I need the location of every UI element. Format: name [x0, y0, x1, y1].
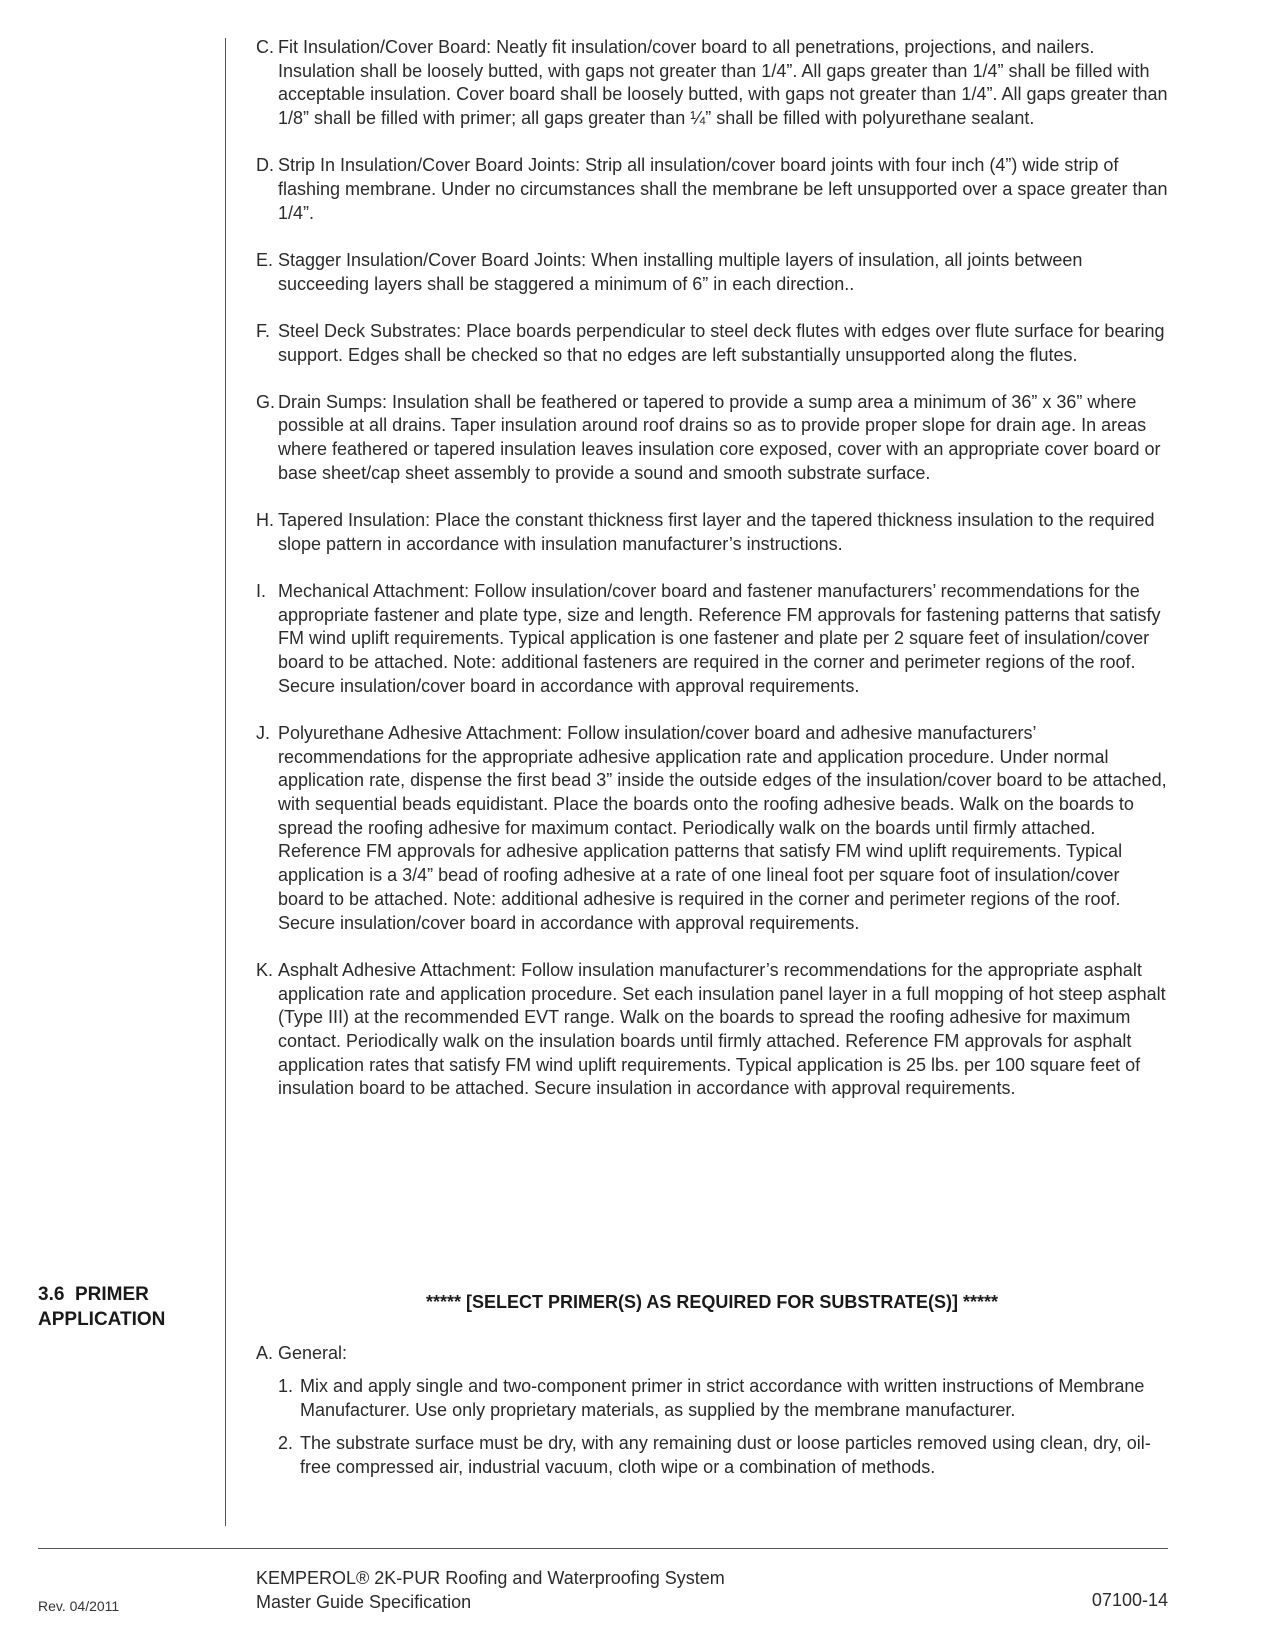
item-text: Strip In Insulation/Cover Board Joints: Strip all insulation/cover board joints with four inch (4”) wide strip of flashing membrane. Under no circumstances shall the membrane be left unsupported over a space greater than 1/4”.	[278, 155, 1168, 223]
primer-subitem-2	[278, 1432, 1168, 1479]
revision-date: Rev. 04/2011	[38, 1598, 120, 1614]
section-number: 3.6	[38, 1284, 65, 1305]
item-label: E.	[256, 249, 274, 270]
select-note: ***** [SELECT PRIMER(S) AS REQUIRED FOR SUBSTRATE(S)] *****	[425, 1292, 999, 1312]
section-title-line1: PRIMER	[74, 1284, 149, 1305]
item-text: Steel Deck Substrates: Place boards perpendicular to steel deck flutes with edges over flute surface for bearing support. Edges shall be checked so that no edges are left substantially unsupported along the flutes.	[278, 320, 1165, 365]
section-heading	[38, 1282, 165, 1332]
subitem-label: 2.	[278, 1433, 294, 1454]
item-text: Asphalt Adhesive Attachment: Follow insulation manufacturer’s recommendations for the appropriate asphalt application rate and application procedure. Set each insulation panel layer in a full mopping of hot steep asphalt (Type III) at the recommended EVT range. Walk on the boards to spread the roofing adhesive for maximum contact. Periodically walk on the insulation boards until firmly attached. Reference FM approvals for asphalt application rates that satisfy FM wind uplift requirements. Typical application is 25 lbs. per 100 square feet of insulation board to be attached. Secure insulation in accordance with approval requirements.	[278, 959, 1166, 1099]
section-title-line2: APPLICATION	[38, 1309, 166, 1330]
spec-item-j	[256, 722, 1168, 935]
item-text: Mechanical Attachment: Follow insulation/cover board and fastener manufacturers’ recommendations for the appropriate fastener and plate type, size and length. Reference FM approvals for fastening patterns that satisfy FM wind uplift requirements. Typical application is one fastener and plate per 2 square feet of insulation/cover board to be attached. Note: additional fasteners are required in the corner and perimeter regions of the roof. Secure insulation/cover board in accordance with approval requirements.	[278, 580, 1161, 696]
spec-item-h	[256, 509, 1168, 556]
footer-title-line2: Master Guide Specification	[256, 1592, 472, 1612]
spec-items	[256, 36, 1168, 1101]
subitem-label: 1.	[278, 1376, 294, 1396]
spec-item-i	[256, 580, 1168, 699]
spec-item-e	[256, 249, 1168, 296]
primer-subitems	[278, 1375, 1168, 1480]
spec-item-c	[256, 36, 1168, 131]
item-text: Drain Sumps: Insulation shall be feathered or tapered to provide a sump area a minimum of 36” x 36” where possible at all drains. Taper insulation around roof drains so as to provide proper slope for drain age. In areas where feathered or tapered insulation leaves insulation core exposed, cover with an appropriate cover board or base sheet/cap sheet assembly to provide a sound and smooth substrate surface.	[278, 391, 1161, 483]
spec-item-g	[256, 391, 1168, 486]
item-label: J.	[256, 722, 271, 743]
item-label: C.	[256, 37, 274, 57]
item-label: F.	[256, 320, 271, 341]
footer-title-line1: KEMPEROL® 2K-PUR Roofing and Waterproofing System	[256, 1568, 725, 1588]
item-text: Fit Insulation/Cover Board: Neatly fit insulation/cover board to all penetrations, projections, and nailers. Insulation shall be loosely butted, with gaps not greater than 1/4”. All gaps greater than 1/4” shall be filled with acceptable insulation. Cover board shall be loosely butted, with gaps not greater than 1/4”. All gaps greater than 1/8” shall be filled with primer; all gaps greater than ¼” shall be filled with polyurethane sealant.	[278, 37, 1168, 129]
item-label: D.	[256, 155, 274, 176]
item-label: H.	[256, 510, 274, 531]
spec-item-k	[256, 959, 1168, 1101]
item-text: Polyurethane Adhesive Attachment: Follow insulation/cover board and adhesive manufacturers’ recommendations for the appropriate adhesive application rate and application procedure. Under normal application rate, dispense the first bead 3” inside the outside edges of the insulation/cover board to be attached, with sequential beads equidistant. Place the boards onto the roofing adhesive beads. Walk on the boards to spread the roofing adhesive for maximum contact. Periodically walk on the boards until firmly attached. Reference FM approvals for adhesive application patterns that satisfy FM wind uplift requirements. Typical application is a 3/4” bead of roofing adhesive at a rate of one lineal foot per square foot of insulation/cover board to be attached. Note: additional adhesive is required in the corner and perimeter regions of the roof. Secure insulation/cover board in accordance with approval requirements.	[278, 722, 1167, 933]
item-label: I.	[256, 580, 267, 601]
primer-subitem-1	[278, 1375, 1168, 1422]
item-label: K.	[256, 959, 274, 980]
item-label: G.	[256, 391, 276, 412]
page-number: 07100-14	[1091, 1590, 1168, 1610]
general-label: A. General:	[256, 1343, 348, 1363]
subitem-text: Mix and apply single and two-component primer in strict accordance with written instructions of Membrane Manufacturer. Use only proprietary materials, as supplied by the membrane manufacturer.	[300, 1376, 1145, 1420]
spec-item-d	[256, 154, 1168, 225]
spec-item-f	[256, 320, 1168, 367]
footer-rule	[38, 1548, 1168, 1549]
subitem-text: The substrate surface must be dry, with any remaining dust or loose particles removed using clean, dry, oil-free compressed air, industrial vacuum, cloth wipe or a combination of methods.	[300, 1433, 1151, 1478]
margin-rule	[225, 38, 226, 1526]
item-text: Stagger Insulation/Cover Board Joints: When installing multiple layers of insulation, all joints between succeeding layers shall be staggered a minimum of 6” in each direction..	[278, 249, 1083, 294]
item-text: Tapered Insulation: Place the constant thickness first layer and the tapered thickness insulation to the required slope pattern in accordance with insulation manufacturer’s instructions.	[278, 510, 1155, 554]
footer-title	[256, 1566, 725, 1614]
